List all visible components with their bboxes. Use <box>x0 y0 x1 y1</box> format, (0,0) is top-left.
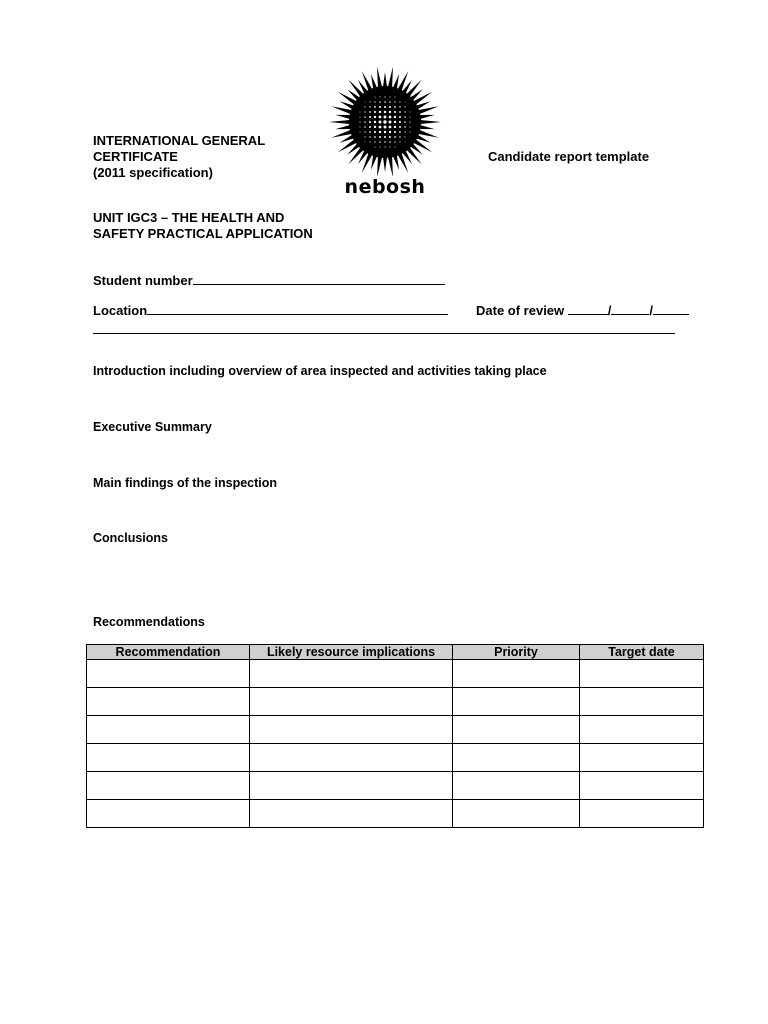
priority-cell[interactable] <box>453 660 580 688</box>
recommendation-cell[interactable] <box>87 744 250 772</box>
unit-title <box>93 210 313 242</box>
executive-summary-heading: Executive Summary <box>93 420 212 434</box>
certificate-line3: (2011 specification) <box>93 165 213 180</box>
target-date-cell[interactable] <box>580 772 704 800</box>
resource-implications-cell[interactable] <box>250 744 453 772</box>
table-row <box>87 688 704 716</box>
priority-cell[interactable] <box>453 772 580 800</box>
target-date-cell[interactable] <box>580 660 704 688</box>
table-row <box>87 800 704 828</box>
recommendations-heading: Recommendations <box>93 615 205 629</box>
priority-cell[interactable] <box>453 744 580 772</box>
table-row <box>87 716 704 744</box>
unit-line1: UNIT IGC3 – THE HEALTH AND <box>93 210 285 225</box>
priority-cell[interactable] <box>453 716 580 744</box>
recommendation-cell[interactable] <box>87 772 250 800</box>
starburst-icon <box>326 64 444 176</box>
table-header-row <box>87 645 704 660</box>
certificate-title <box>93 133 265 181</box>
target-date-cell[interactable] <box>580 716 704 744</box>
resource-implications-cell[interactable] <box>250 716 453 744</box>
table-row <box>87 660 704 688</box>
priority-cell[interactable] <box>453 800 580 828</box>
column-header-resource-implications: Likely resource implications <box>250 645 453 660</box>
introduction-heading: Introduction including overview of area inspected and activities taking place <box>93 364 547 378</box>
student-number-field <box>93 272 445 289</box>
target-date-cell[interactable] <box>580 744 704 772</box>
resource-implications-cell[interactable] <box>250 800 453 828</box>
date-day-line[interactable] <box>568 302 608 315</box>
certificate-line1: INTERNATIONAL GENERAL <box>93 133 266 148</box>
location-field <box>93 302 448 319</box>
date-month-line[interactable] <box>611 302 649 315</box>
template-title: Candidate report template <box>488 149 650 164</box>
recommendation-cell[interactable] <box>87 688 250 716</box>
resource-implications-cell[interactable] <box>250 660 453 688</box>
nebosh-logo <box>326 64 444 202</box>
resource-implications-cell[interactable] <box>250 688 453 716</box>
recommendation-cell[interactable] <box>87 660 250 688</box>
column-header-recommendation: Recommendation <box>87 645 250 660</box>
student-number-line[interactable] <box>193 272 445 285</box>
table-row <box>87 772 704 800</box>
location-line[interactable] <box>147 302 448 315</box>
unit-line2: SAFETY PRACTICAL APPLICATION <box>93 226 313 241</box>
column-header-target-date: Target date <box>580 645 704 660</box>
student-number-label: Student number <box>93 273 193 288</box>
conclusions-heading: Conclusions <box>93 531 169 545</box>
target-date-cell[interactable] <box>580 800 704 828</box>
recommendation-cell[interactable] <box>87 716 250 744</box>
table-row <box>87 744 704 772</box>
recommendation-cell[interactable] <box>87 800 250 828</box>
date-of-review-label: Date of review <box>476 303 565 318</box>
logo-wordmark: nebosh <box>344 176 426 198</box>
recommendations-table <box>86 644 704 828</box>
resource-implications-cell[interactable] <box>250 772 453 800</box>
location-label: Location <box>93 303 148 318</box>
date-year-line[interactable] <box>653 302 689 315</box>
certificate-line2: CERTIFICATE <box>93 149 178 164</box>
column-header-priority: Priority <box>453 645 580 660</box>
main-findings-heading: Main findings of the inspection <box>93 476 278 490</box>
date-of-review-field <box>476 302 689 319</box>
priority-cell[interactable] <box>453 688 580 716</box>
target-date-cell[interactable] <box>580 688 704 716</box>
date-separator: / <box>649 303 654 318</box>
full-width-line <box>93 333 675 334</box>
date-separator: / <box>607 303 612 318</box>
